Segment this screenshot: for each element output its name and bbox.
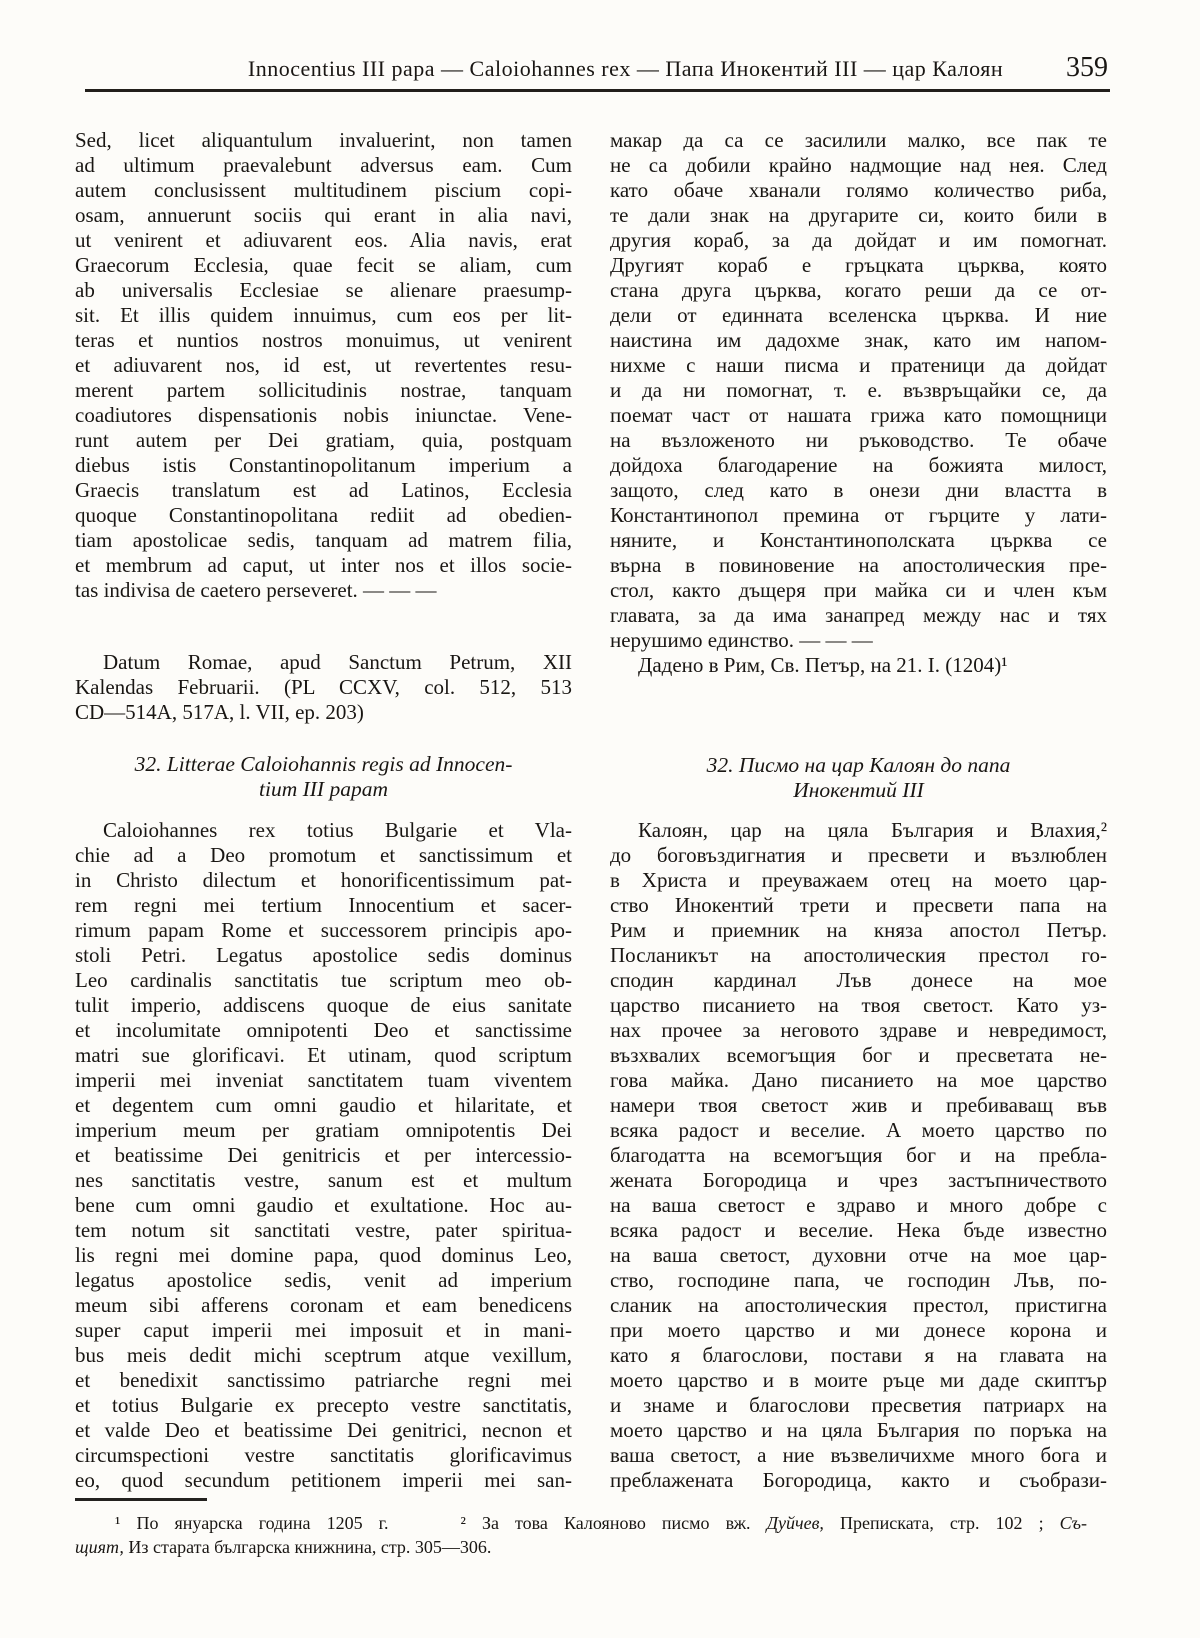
footnote-text-segment: Из старата българска книжнина, стр. 305—306.: [123, 1537, 492, 1557]
text-line: et degentem cum omni gaudio et hilaritate, et: [75, 1093, 572, 1117]
text-line: ad ultimum praevalebunt adversus eam. Cum: [75, 153, 572, 177]
text-line: matri sue glorificavi. Et utinam, quod scriptum: [75, 1043, 572, 1067]
text-line: nes sanctitatis vestre, sanum est et multum: [75, 1168, 572, 1192]
text-line: дели от единната вселенска църква. И ние: [610, 303, 1107, 327]
footnote-text-segment: Дуйчев,: [766, 1513, 824, 1533]
left-column-latin: [75, 128, 572, 1493]
footnote-text-segment: Съ-: [1059, 1513, 1087, 1533]
text-line: Посланикът на апостолическия престол го-: [610, 943, 1107, 967]
text-line: макар да са се засилили малко, все пак те: [610, 128, 1107, 152]
text-line: 32. Litterae Caloiohannis regis ad Innocen-: [134, 752, 513, 776]
bulgarian-datum-line: Дадено в Рим, Св. Петър, на 21. I. (1204)¹: [638, 653, 1008, 677]
text-line: teras et nuntios nostros monuimus, ut venirent: [75, 328, 572, 352]
running-title: Innocentius III papa — Caloiohannes rex — Папа Инокентий III — цар Калоян: [247, 56, 1004, 81]
text-line: Leo cardinalis sanctitatis tue scriptum meo ob-: [75, 968, 572, 992]
bulgarian-letter-paragraph: [610, 818, 1107, 1493]
text-line: сланик на апостолическия престол, пристигна: [610, 1293, 1107, 1317]
text-line: като я благослови, постави я на главата на: [610, 1343, 1107, 1367]
text-line: Константинопол премина от гърците у лати-: [610, 503, 1107, 527]
text-line: царство писанието на твоя светост. Като уз-: [610, 993, 1107, 1017]
text-line: coadiutores dispensationis nobis iniunctae. Vene-: [75, 403, 572, 427]
text-line: Другият кораб е гръцката църква, която: [610, 253, 1107, 277]
text-line: преблажената Богородица, както и съобрази-: [610, 1468, 1107, 1492]
footnote-text-segment: Преписката, стр. 102 ;: [823, 1513, 1060, 1533]
text-line: Caloiohannes rex totius Bulgarie et Vla-: [103, 818, 572, 842]
text-line: Sed, licet aliquantulum invaluerint, non tamen: [75, 128, 572, 152]
footnote-text-segment: ¹ По януарска година 1205 г.: [115, 1513, 389, 1533]
text-line: rimum papam Rome et successorem principis apo-: [75, 918, 572, 942]
text-line: diebus istis Constantinopolitanum imperium a: [75, 453, 572, 477]
right-column-bulgarian: [610, 128, 1107, 1493]
text-line: CD—514A, 517A, l. VII, ep. 203): [75, 700, 364, 724]
text-line: в Христа и преуважаем отец на моето цар-: [610, 868, 1107, 892]
text-line: tulit imperio, addiscens quoque de eius sanitate: [75, 993, 572, 1017]
text-line: на ваша светост, духовни отче на мое цар-: [610, 1243, 1107, 1267]
text-line: Datum Romae, apud Sanctum Petrum, XII: [103, 650, 572, 674]
text-line: Калоян, цар на цяла България и Влахия,²: [638, 818, 1107, 842]
text-line: legatus apostolice sedis, venit ad imperium: [75, 1268, 572, 1292]
text-line: жената Богородица и чрез застъпничеството: [610, 1168, 1107, 1192]
footnotes: [75, 1511, 1087, 1559]
text-line: quoque Constantinopolitana rediit ad obedien-: [75, 503, 572, 527]
bulgarian-paragraph-continuation: [610, 128, 1107, 653]
text-line: et valde Deo et beatissime Dei genitrici, necnon et: [75, 1418, 572, 1442]
header-rule: [85, 89, 1110, 92]
text-line: на ваша светост е здраво и много добре с: [610, 1193, 1107, 1217]
text-line: tium III papam: [259, 777, 388, 801]
footnote-line: [75, 1511, 1087, 1535]
text-line: ut venirent et adiuvarent eos. Alia navis, erat: [75, 228, 572, 252]
text-line: Graecorum Ecclesia, quae fecit se aliam, cum: [75, 253, 572, 277]
latin-letter-paragraph: [75, 818, 572, 1493]
text-line: tas indivisa de caetero perseveret. — — —: [75, 578, 437, 602]
text-line: моето царство и в моите ръце ми даде скиптър: [610, 1368, 1107, 1392]
text-line: super caput imperii mei imposuit et in mani-: [75, 1318, 572, 1342]
text-line: сподин кардинал Лъв донесе на мое: [610, 968, 1107, 992]
text-line: imperium meum per gratiam omnipotentis Dei: [75, 1118, 572, 1142]
text-line: нерушимо единство. — — —: [610, 628, 873, 652]
text-line: tem notum sit sanctitati vestre, pater spiritua-: [75, 1218, 572, 1242]
text-line: stoli Petri. Legatus apostolice sedis dominus: [75, 943, 572, 967]
bulgarian-section-heading: [610, 753, 1107, 803]
text-line: ство Инокентий трети и пресвети папа на: [610, 893, 1107, 917]
text-line: chie ad a Deo promotum et sanctissimum et: [75, 843, 572, 867]
text-line: et totius Bulgarie ex precepto vestre sanctitatis,: [75, 1393, 572, 1417]
text-line: стол, както дъщеря при майка си и член към: [610, 578, 1107, 602]
text-line: Kalendas Februarii. (PL CCXV, col. 512, 513: [75, 675, 572, 699]
text-line: дойдоха благодарение на божията милост,: [610, 453, 1107, 477]
text-line: при моето царство и ми донесе корона и: [610, 1318, 1107, 1342]
text-line: tiam apostolicae sedis, tanquam ad matrem filia,: [75, 528, 572, 552]
text-line: нах прочее за неговото здраве и невредимост,: [610, 1018, 1107, 1042]
text-line: merent partem sollicitudinis nostrae, tanquam: [75, 378, 572, 402]
text-line: et incolumitate omnipotenti Deo et sanctissime: [75, 1018, 572, 1042]
text-line: bus meis dedit michi sceptrum atque vexillum,: [75, 1343, 572, 1367]
text-line: главата, за да има занапред между нас и тях: [610, 603, 1107, 627]
text-line: намери твоя светост жив и пребиваващ във: [610, 1093, 1107, 1117]
text-line: Инокентий III: [793, 778, 924, 802]
text-line: 32. Писмо на цар Калоян до папа: [706, 753, 1011, 777]
text-line: като обаче хванали голямо количество риба,: [610, 178, 1107, 202]
text-line: и знаме и благослови пресветия патриарх на: [610, 1393, 1107, 1417]
text-line: autem conclusissent multitudinem piscium copi-: [75, 178, 572, 202]
text-columns: [75, 128, 1107, 1493]
text-line: на възложеното ни ръководство. Те обаче: [610, 428, 1107, 452]
text-line: et beatissime Dei genitricis et per intercessio-: [75, 1143, 572, 1167]
text-line: lis regni mei domine papa, quod dominus Leo,: [75, 1243, 572, 1267]
text-line: възхвалих всемогъщия бог и пресветата не-: [610, 1043, 1107, 1067]
text-line: и да ни помогнат, т. е. възвръщайки се, да: [610, 378, 1107, 402]
text-line: ab universalis Ecclesiae se alienare praesump-: [75, 278, 572, 302]
text-line: circumspectioni vestre sanctitatis glorificavimus: [75, 1443, 572, 1467]
text-line: гова майка. Дано писанието на мое царство: [610, 1068, 1107, 1092]
footnote-text-segment: щият,: [75, 1537, 124, 1557]
text-line: наистина им дадохме знак, като им напом-: [610, 328, 1107, 352]
text-line: Рим и приемник на княза апостол Петър.: [610, 918, 1107, 942]
text-line: imperii mei inveniat sanctitatem tuam viventem: [75, 1068, 572, 1092]
text-line: те дали знак на другарите си, които били в: [610, 203, 1107, 227]
text-line: стана друга църква, когато реши да се от-: [610, 278, 1107, 302]
text-line: върна в повиновение на апостолическия пре-: [610, 553, 1107, 577]
text-line: всяка радост и веселие. А моето царство по: [610, 1118, 1107, 1142]
text-line: всяка радост и веселие. Нека бъде известно: [610, 1218, 1107, 1242]
footnote-text-segment: ² За това Калояново писмо вж.: [388, 1513, 767, 1533]
text-line: няните, и Константинополската църква се: [610, 528, 1107, 552]
text-line: ваша светост, а ние възвеличихме много бога и: [610, 1443, 1107, 1467]
text-line: rem regni mei tertium Innocentium et sacer-: [75, 893, 572, 917]
latin-section-heading: [75, 752, 572, 802]
page-header: [85, 52, 1110, 84]
text-line: до боговъздигнатия и пресвети и възлюблен: [610, 843, 1107, 867]
text-line: bene cum omni gaudio et exultatione. Hoc au-: [75, 1193, 572, 1217]
latin-datum-paragraph: [75, 650, 572, 725]
text-line: et benedixit sanctissimo patriarche regni mei: [75, 1368, 572, 1392]
footnote-line: [75, 1535, 1087, 1559]
text-line: in Christo dilectum et honorificentissimum pat-: [75, 868, 572, 892]
text-line: eo, quod secundum petitionem imperii mei san-: [75, 1468, 572, 1492]
text-line: et membrum ad caput, ut inter nos et illos socie-: [75, 553, 572, 577]
text-line: защото, след като в онези дни властта в: [610, 478, 1107, 502]
text-line: нихме с наши писма и пратеници да дойдат: [610, 353, 1107, 377]
footnote-separator-rule: [75, 1498, 207, 1501]
text-line: ство, господине папа, че господин Лъв, по-: [610, 1268, 1107, 1292]
text-line: sit. Et illis quidem innuimus, cum eos per lit-: [75, 303, 572, 327]
text-line: не са добили крайно надмощие над нея. След: [610, 153, 1107, 177]
text-line: поемат част от нашата грижа като помощници: [610, 403, 1107, 427]
text-line: osam, annuerunt sociis qui erant in alia navi,: [75, 203, 572, 227]
text-line: runt autem per Dei gratiam, quia, postquam: [75, 428, 572, 452]
text-line: благодатта на всемогъщия бог и на пребла-: [610, 1143, 1107, 1167]
text-line: моето царство и на цяла България по поръка на: [610, 1418, 1107, 1442]
text-line: другия кораб, за да дойдат и им помогнат.: [610, 228, 1107, 252]
text-line: et adiuvarent nos, id est, ut revertentes resu-: [75, 353, 572, 377]
page-number: 359: [1066, 52, 1108, 83]
text-line: Graecis translatum est ad Latinos, Ecclesia: [75, 478, 572, 502]
text-line: meum sibi afferens coronam et eam benedicens: [75, 1293, 572, 1317]
latin-paragraph-continuation: [75, 128, 572, 603]
